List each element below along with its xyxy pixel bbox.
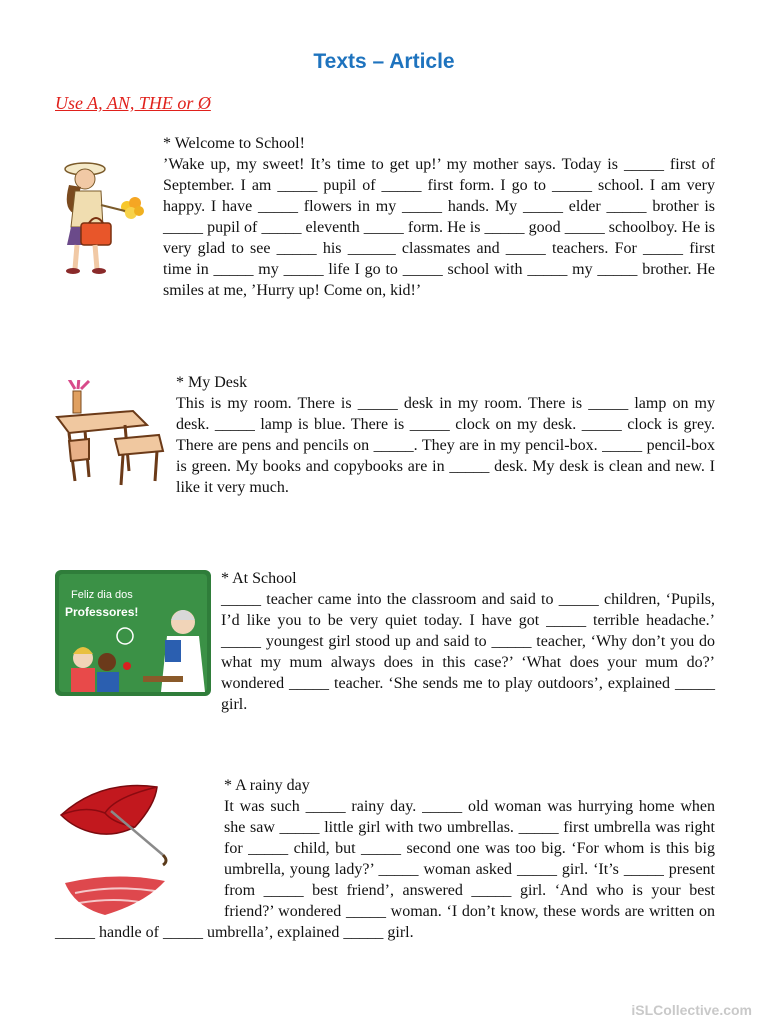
section-rainy-day	[55, 775, 715, 943]
section-heading: * A rainy day	[224, 777, 310, 794]
chalkboard-line-1: Feliz dia dos	[71, 589, 133, 601]
section-text: ’Wake up, my sweet! It’s time to get up!’ my mother says. Today is _____ first of September. I am _____ pupil of _____ first form. I go to _____ school. I am very happy. I have _____ flowers in my _____ hands. My _____ elder _____ brother is _____ pupil of _____ eleventh _____ form. He is _____ good _____ schoolboy. He is very glad to see _____ his ______ classmates and _____ teachers. For _____ first time in _____ my _____ life I go to _____ school with _____ my _____ brother. He smiles at me, ’Hurry up! Come on, kid!’	[163, 156, 715, 299]
schoolgirl-with-flowers-illustration	[55, 139, 155, 285]
section-text: _____ teacher came into the classroom and said to _____ children, ‘Pupils, I’d like you to be very quiet today. I have got _____ terrible headache.’ _____ youngest girl stood up and said to _____ teacher, ‘Why don’t you do what my mum always does in this case?’ ‘What does your mum do?’ wondered _____ teacher. ‘She sends me to play outdoors’, explained _____ girl.	[221, 591, 715, 713]
section-at-school	[55, 568, 715, 715]
instruction: Use A, AN, THE or Ø	[55, 93, 211, 113]
red-umbrella-illustration	[55, 775, 211, 921]
section-my-desk	[55, 372, 715, 498]
section-heading: * At School	[221, 570, 297, 587]
school-desk-illustration	[55, 380, 167, 492]
teacher-at-chalkboard-illustration	[55, 570, 211, 696]
section-text: This is my room. There is _____ desk in my room. There is _____ lamp on my desk. _____ lamp is blue. There is _____ clock on my desk. _____ clock is grey. There are pens and pencils on _____. They are in my pencil-box. _____ pencil-box is green. My books and copybooks are in _____ desk. My desk is clean and new. I like it very much.	[176, 395, 715, 496]
chalkboard-line-2: Professores!	[65, 605, 139, 619]
page-title: Texts – Article	[313, 50, 455, 73]
section-text: It was such _____ rainy day. _____ old woman was hurrying home when she saw _____ little girl with two umbrellas. _____ first umbrella was right for _____ child, but _____ second one was too big. ‘For whom is this big umbrella, young lady?’ _____ woman asked _____ girl. ‘It’s _____ present from _____ best friend’, answered _____ girl. ‘And who is your best friend?’ wondered _____ woman. ‘I don’t know, these words are written on _____ handle of _____ umbrella’, explained _____ girl.	[55, 798, 715, 941]
section-welcome-to-school	[55, 133, 715, 301]
section-heading: * My Desk	[176, 374, 248, 391]
section-heading: * Welcome to School!	[163, 135, 305, 152]
watermark: iSLCollective.com	[631, 1002, 752, 1018]
